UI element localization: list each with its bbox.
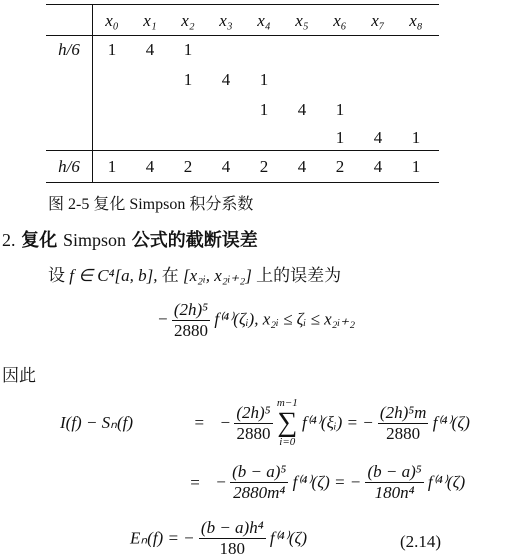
table-cell: 4	[297, 100, 307, 119]
table-cell: 1	[183, 40, 193, 59]
header-cell: x₅	[295, 11, 309, 30]
numerator: (2h)⁵m	[379, 402, 427, 422]
header-cell: x₀	[105, 11, 119, 30]
global-error-formula	[130, 518, 307, 559]
table-cell: 1	[259, 100, 269, 119]
numerator: (b − a)⁵	[367, 462, 422, 481]
denominator: 2880	[173, 321, 208, 340]
sum-symbol: ∑	[277, 407, 298, 438]
table-cell: 1	[335, 100, 345, 119]
equation-lhs: Eₙ(f) = −	[130, 528, 195, 548]
numerator: (b − a)⁵	[232, 462, 287, 481]
local-error-formula	[158, 300, 355, 341]
header-cell: x₆	[333, 11, 347, 30]
fraction	[230, 462, 288, 503]
equation-rhs: f⁽⁴⁾(ζ)	[269, 528, 308, 548]
equation-lhs: I(f) − Sₙ(f)	[60, 413, 133, 432]
fraction	[378, 403, 429, 444]
minus-sign: −	[158, 309, 168, 329]
error-equation-line-2	[178, 462, 465, 503]
denominator: 180n⁴	[374, 483, 415, 502]
table-header-rule	[46, 35, 439, 36]
denominator: 2880	[386, 423, 421, 443]
table-caption: 图 2-5 复化 Simpson 积分系数	[48, 196, 254, 213]
sum-cell: 4	[145, 157, 155, 176]
sum-upper-limit: m−1	[276, 397, 298, 409]
numerator: (b − a)h⁴	[200, 518, 264, 537]
intro-text: 上的误差为	[256, 266, 342, 285]
term: f⁽⁴⁾(ξᵢ) = −	[301, 413, 374, 432]
intro-text: 在	[161, 266, 179, 285]
sum-row-label: h/6	[58, 157, 80, 176]
sum-cell: 4	[373, 157, 383, 176]
header-cell: x₇	[371, 11, 385, 30]
table-cell: 1	[411, 128, 421, 147]
row-label: h/6	[58, 40, 80, 59]
therefore-text: 因此	[2, 366, 36, 386]
section-heading	[2, 226, 258, 252]
table-cell: 4	[221, 70, 231, 89]
term: f⁽⁴⁾(ζ)	[427, 472, 466, 492]
table-cell: 4	[145, 40, 155, 59]
header-cell: x₄	[257, 11, 271, 30]
table-cell: 1	[335, 128, 345, 147]
section-number: 2.	[2, 230, 16, 250]
numerator: (2h)⁵	[236, 402, 271, 422]
equals-sign: =	[190, 472, 200, 492]
sum-lower-limit: i=0	[279, 436, 296, 448]
sum-cell: 1	[107, 157, 117, 176]
summation	[277, 398, 298, 448]
error-equation-line-1	[60, 398, 470, 448]
header-cell: x₈	[409, 11, 423, 30]
intro-expr: [x₂ᵢ, x₂ᵢ₊₂]	[183, 266, 252, 285]
fraction	[172, 300, 210, 341]
sum-cell: 2	[335, 157, 345, 176]
table-cell: 1	[183, 70, 193, 89]
table-bottom-rule	[46, 182, 439, 183]
equals-sign: =	[194, 413, 205, 432]
sum-cell: 2	[259, 157, 269, 176]
numerator: (2h)⁵	[173, 300, 209, 319]
fraction	[234, 403, 272, 444]
table-cell: 1	[259, 70, 269, 89]
fraction	[365, 462, 423, 503]
table-sum-rule	[46, 150, 439, 151]
header-cell: x₁	[143, 11, 157, 30]
intro-expr: f ∈ C⁴[a, b],	[69, 266, 158, 285]
section-title-part: Simpson	[62, 230, 126, 250]
equation-number: (2.14)	[400, 532, 442, 551]
denominator: 180	[219, 539, 246, 558]
sum-cell: 4	[297, 157, 307, 176]
sum-cell: 4	[221, 157, 231, 176]
denominator: 2880	[236, 423, 271, 443]
header-cell: x₂	[181, 11, 195, 30]
table-top-rule	[46, 4, 439, 5]
sum-cell: 2	[183, 157, 193, 176]
intro-text: 设	[48, 266, 65, 285]
table-cell: 4	[373, 128, 383, 147]
intro-sentence	[48, 261, 341, 286]
header-cell: x₃	[219, 11, 233, 30]
denominator: 2880m⁴	[233, 483, 286, 502]
section-title-part: 公式的截断误差	[131, 230, 258, 251]
fraction	[199, 518, 266, 559]
term: f⁽⁴⁾(ζ) = −	[292, 472, 362, 492]
formula-rest: f⁽⁴⁾(ζᵢ), x₂ᵢ ≤ ζᵢ ≤ x₂ᵢ₊₂	[214, 309, 356, 329]
minus-sign: −	[216, 472, 226, 492]
sum-cell: 1	[411, 157, 421, 176]
simpson-coefficient-table	[46, 4, 439, 184]
minus-sign: −	[220, 413, 231, 432]
term: f⁽⁴⁾(ζ)	[432, 413, 470, 432]
table-cell: 1	[107, 40, 117, 59]
section-title-part: 复化	[21, 230, 58, 251]
